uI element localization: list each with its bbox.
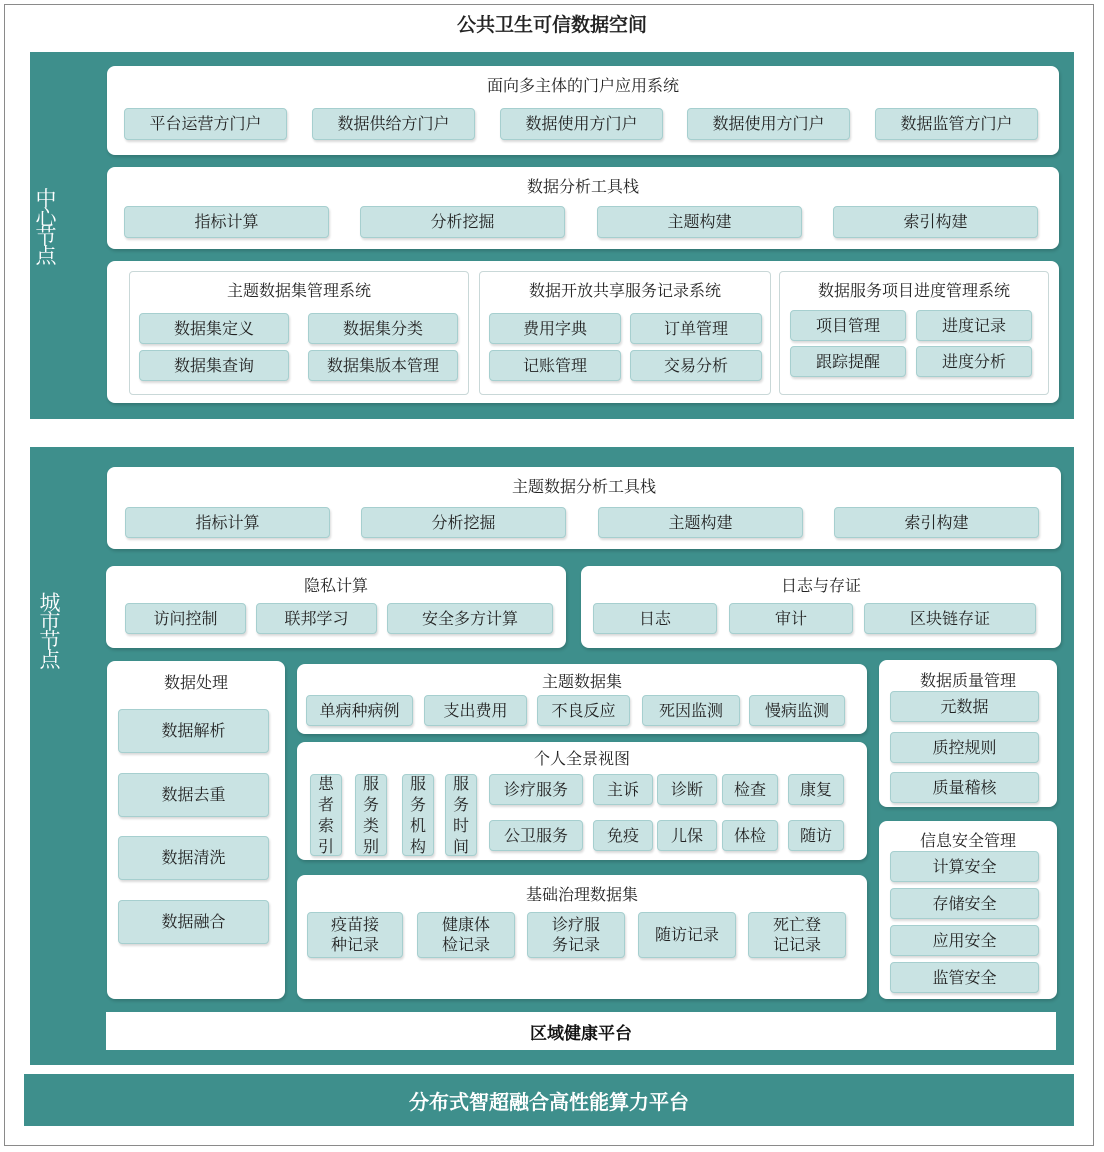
- processing-title: 数据处理: [163, 673, 228, 692]
- sharing-record-item[interactable]: 订单管理: [630, 313, 762, 344]
- project-progress-item[interactable]: 跟踪提醒: [790, 346, 906, 377]
- diagram-title: 公共卫生可信数据空间: [456, 14, 647, 36]
- processing-item[interactable]: 数据去重: [118, 773, 269, 817]
- personal-vertical-item[interactable]: 服务机构: [402, 774, 434, 856]
- center-toolstack-title: 数据分析工具栈: [526, 177, 639, 196]
- quality-item[interactable]: 质量稽核: [890, 772, 1039, 803]
- project-progress-item[interactable]: 进度分析: [916, 346, 1032, 377]
- personal-view-panel: [297, 742, 867, 860]
- personal-row2-item[interactable]: 儿保: [657, 820, 717, 851]
- personal-row2-item[interactable]: 体检: [722, 820, 778, 851]
- sharing-record-system: [479, 271, 771, 395]
- sharing-record-item[interactable]: 记账管理: [489, 350, 621, 381]
- personal-row2-item[interactable]: 免疫: [593, 820, 653, 851]
- governance-title: 基础治理数据集: [525, 885, 638, 904]
- dataset-mgmt-item[interactable]: 数据集版本管理: [308, 350, 458, 381]
- city-tool-item[interactable]: 指标计算: [125, 507, 330, 538]
- portal-item[interactable]: 数据使用方门户: [687, 108, 850, 140]
- privacy-item[interactable]: 访问控制: [125, 603, 246, 634]
- security-item[interactable]: 存储安全: [890, 888, 1039, 919]
- personal-row1-item[interactable]: 诊疗服务: [489, 774, 583, 805]
- dataset-mgmt-item[interactable]: 数据集分类: [308, 313, 458, 344]
- processing-item[interactable]: 数据解析: [118, 709, 269, 753]
- portal-panel: [107, 66, 1059, 155]
- topic-dataset-item[interactable]: 单病种病例: [306, 695, 413, 726]
- sharing-record-title: 数据开放共享服务记录系统: [528, 281, 721, 300]
- city-tool-item[interactable]: 索引构建: [834, 507, 1039, 538]
- quality-title: 数据质量管理: [919, 671, 1016, 690]
- quality-item[interactable]: 质控规则: [890, 732, 1039, 763]
- management-systems-panel: [107, 261, 1059, 403]
- topic-dataset-item[interactable]: 死因监测: [642, 695, 740, 726]
- governance-panel: [297, 875, 867, 999]
- log-item[interactable]: 审计: [729, 603, 853, 634]
- dataset-mgmt-item[interactable]: 数据集查询: [139, 350, 289, 381]
- processing-item[interactable]: 数据清洗: [118, 836, 269, 880]
- governance-item[interactable]: 诊疗服 务记录: [527, 912, 625, 958]
- personal-row1-item[interactable]: 康复: [788, 774, 844, 805]
- personal-vertical-item[interactable]: 服务类别: [355, 774, 387, 856]
- center-tool-item[interactable]: 分析挖掘: [360, 206, 565, 238]
- security-item[interactable]: 计算安全: [890, 851, 1039, 882]
- center-toolstack-panel: [107, 167, 1059, 249]
- portal-item[interactable]: 数据供给方门户: [312, 108, 475, 140]
- security-item[interactable]: 应用安全: [890, 925, 1039, 956]
- regional-health-platform: 区域健康平台: [106, 1012, 1056, 1050]
- topic-dataset-item[interactable]: 支出费用: [424, 695, 527, 726]
- sharing-record-item[interactable]: 交易分析: [630, 350, 762, 381]
- personal-view-title: 个人全景视图: [533, 749, 630, 768]
- personal-row2-item[interactable]: 随访: [788, 820, 844, 851]
- security-panel: [879, 821, 1057, 999]
- processing-panel: [107, 661, 285, 999]
- governance-item[interactable]: 随访记录: [638, 912, 736, 958]
- computing-platform-bar: 分布式智超融合高性能算力平台: [24, 1074, 1074, 1126]
- portal-title: 面向多主体的门户应用系统: [486, 76, 679, 95]
- personal-vertical-item[interactable]: 患者索引: [310, 774, 342, 856]
- processing-item[interactable]: 数据融合: [118, 900, 269, 944]
- quality-item[interactable]: 元数据: [890, 691, 1039, 722]
- personal-row1-item[interactable]: 检查: [722, 774, 778, 805]
- portal-item[interactable]: 数据监管方门户: [875, 108, 1038, 140]
- topic-dataset-item[interactable]: 不良反应: [537, 695, 630, 726]
- center-tool-item[interactable]: 索引构建: [833, 206, 1038, 238]
- center-node-label: 中心节点: [35, 187, 57, 268]
- security-title: 信息安全管理: [919, 831, 1016, 850]
- security-item[interactable]: 监管安全: [890, 962, 1039, 993]
- log-item[interactable]: 区块链存证: [864, 603, 1036, 634]
- center-tool-item[interactable]: 主题构建: [597, 206, 802, 238]
- privacy-item[interactable]: 联邦学习: [256, 603, 377, 634]
- project-progress-item[interactable]: 项目管理: [790, 310, 906, 341]
- city-toolstack-panel: [107, 467, 1061, 549]
- portal-item[interactable]: 平台运营方门户: [124, 108, 287, 140]
- topic-dataset-title: 主题数据集: [541, 672, 622, 691]
- log-panel: [581, 566, 1061, 648]
- governance-item[interactable]: 死亡登 记记录: [748, 912, 846, 958]
- privacy-item[interactable]: 安全多方计算: [387, 603, 553, 634]
- quality-panel: [879, 660, 1057, 807]
- governance-item[interactable]: 疫苗接 种记录: [307, 912, 403, 958]
- sharing-record-item[interactable]: 费用字典: [489, 313, 621, 344]
- topic-dataset-item[interactable]: 慢病监测: [749, 695, 845, 726]
- project-progress-title: 数据服务项目进度管理系统: [817, 281, 1010, 300]
- city-tool-item[interactable]: 主题构建: [598, 507, 803, 538]
- portal-item[interactable]: 数据使用方门户: [500, 108, 663, 140]
- city-node-label: 城市节点: [39, 591, 61, 672]
- dataset-mgmt-title: 主题数据集管理系统: [226, 281, 371, 300]
- personal-vertical-item[interactable]: 服务时间: [445, 774, 477, 856]
- city-tool-item[interactable]: 分析挖掘: [361, 507, 566, 538]
- dataset-mgmt-system: [129, 271, 469, 395]
- privacy-panel: [106, 566, 566, 648]
- personal-row1-item[interactable]: 诊断: [657, 774, 717, 805]
- project-progress-item[interactable]: 进度记录: [916, 310, 1032, 341]
- log-title: 日志与存证: [780, 576, 861, 595]
- log-item[interactable]: 日志: [593, 603, 717, 634]
- personal-row1-item[interactable]: 主诉: [593, 774, 653, 805]
- dataset-mgmt-item[interactable]: 数据集定义: [139, 313, 289, 344]
- privacy-title: 隐私计算: [303, 576, 368, 595]
- topic-dataset-panel: [297, 664, 867, 734]
- city-toolstack-title: 主题数据分析工具栈: [511, 477, 656, 496]
- project-progress-system: [779, 271, 1049, 395]
- governance-item[interactable]: 健康体 检记录: [417, 912, 515, 958]
- center-tool-item[interactable]: 指标计算: [124, 206, 329, 238]
- personal-row2-item[interactable]: 公卫服务: [489, 820, 583, 851]
